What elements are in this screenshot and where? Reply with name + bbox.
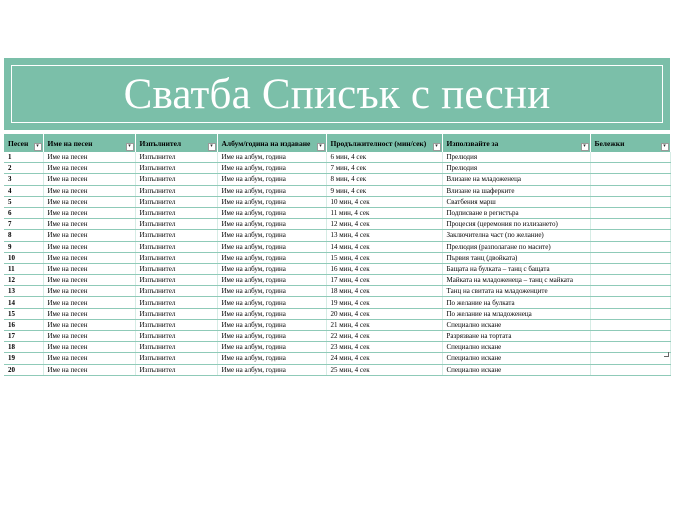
album-cell[interactable]: Име на албум, година [217,286,326,297]
song-number-cell[interactable]: 9 [4,241,43,252]
artist-cell[interactable]: Изпълнител [135,308,217,319]
artist-cell[interactable]: Изпълнител [135,342,217,353]
artist-cell[interactable]: Изпълнител [135,207,217,218]
use-for-cell[interactable]: Майката на младоженеца – танц с майката [442,275,590,286]
title-banner [4,58,670,130]
song-number-cell[interactable]: 2 [4,163,43,174]
duration-cell[interactable]: 7 мин, 4 сек [326,163,442,174]
duration-cell[interactable]: 8 мин, 4 сек [326,174,442,185]
use-for-cell[interactable]: Прелюдия (разполагане по масите) [442,241,590,252]
song-name-cell[interactable]: Име на песен [43,185,135,196]
album-cell[interactable]: Име на албум, година [217,275,326,286]
song-name-cell[interactable]: Име на песен [43,196,135,207]
song-number-cell[interactable]: 8 [4,230,43,241]
artist-cell[interactable]: Изпълнител [135,219,217,230]
song-number-cell[interactable]: 20 [4,364,43,375]
filter-dropdown-icon[interactable]: ▾ [581,143,589,151]
use-for-cell[interactable]: Подписване в регистъра [442,207,590,218]
song-name-cell[interactable]: Име на песен [43,275,135,286]
artist-cell[interactable]: Изпълнител [135,331,217,342]
duration-cell[interactable]: 21 мин, 4 сек [326,319,442,330]
album-cell[interactable]: Име на албум, година [217,196,326,207]
song-number-cell[interactable]: 17 [4,331,43,342]
header-row [4,134,670,152]
notes-cell[interactable] [590,230,670,241]
song-name-cell[interactable]: Име на песен [43,230,135,241]
song-name-cell[interactable]: Име на песен [43,342,135,353]
song-number-cell[interactable]: 19 [4,353,43,364]
column-header-artist [135,134,217,152]
artist-cell[interactable]: Изпълнител [135,185,217,196]
filter-dropdown-icon[interactable]: ▾ [317,143,325,151]
notes-cell[interactable] [590,152,670,163]
table-row [4,308,670,319]
notes-cell[interactable] [590,364,670,375]
notes-cell[interactable] [590,353,670,364]
table-row [4,207,670,218]
filter-dropdown-icon[interactable]: ▾ [208,143,216,151]
use-for-cell[interactable]: Специално искане [442,319,590,330]
notes-cell[interactable] [590,319,670,330]
notes-cell[interactable] [590,196,670,207]
page-title: Сватба Списък с песни [123,70,551,118]
notes-cell[interactable] [590,219,670,230]
album-cell[interactable]: Име на албум, година [217,364,326,375]
duration-cell[interactable]: 14 мин, 4 сек [326,241,442,252]
table-row [4,353,670,364]
song-number-cell[interactable]: 14 [4,297,43,308]
table-resize-handle[interactable] [664,352,669,357]
table-row [4,331,670,342]
header-label: Изпълнител [139,138,182,148]
use-for-cell[interactable]: Специално искане [442,342,590,353]
song-name-cell[interactable]: Име на песен [43,364,135,375]
duration-cell[interactable]: 18 мин, 4 сек [326,286,442,297]
column-header-notes [590,134,670,152]
header-label: Продължителност (мин/сек) [330,138,427,148]
notes-cell[interactable] [590,275,670,286]
notes-cell[interactable] [590,297,670,308]
use-for-cell[interactable]: По желание на булката [442,297,590,308]
song-name-cell[interactable]: Име на песен [43,308,135,319]
table-row [4,297,670,308]
album-cell[interactable]: Име на албум, година [217,219,326,230]
table-row [4,364,670,375]
table-row [4,286,670,297]
song-table [4,134,671,376]
duration-cell[interactable]: 25 мин, 4 сек [326,364,442,375]
use-for-cell[interactable]: Влизане на шаферките [442,185,590,196]
song-name-cell[interactable]: Име на песен [43,219,135,230]
table-row [4,319,670,330]
use-for-cell[interactable]: Прелюдия [442,163,590,174]
album-cell[interactable]: Име на албум, година [217,353,326,364]
song-number-cell[interactable]: 4 [4,185,43,196]
use-for-cell[interactable]: Танц на свитата на младоженците [442,286,590,297]
song-number-cell[interactable]: 3 [4,174,43,185]
filter-dropdown-icon[interactable]: ▾ [661,143,669,151]
duration-cell[interactable]: 24 мин, 4 сек [326,353,442,364]
duration-cell[interactable]: 13 мин, 4 сек [326,230,442,241]
duration-cell[interactable]: 11 мин, 4 сек [326,207,442,218]
table-row [4,174,670,185]
song-name-cell[interactable]: Име на песен [43,331,135,342]
song-name-cell[interactable]: Име на песен [43,286,135,297]
song-name-cell[interactable]: Име на песен [43,263,135,274]
artist-cell[interactable]: Изпълнител [135,286,217,297]
song-number-cell[interactable]: 10 [4,252,43,263]
duration-cell[interactable]: 10 мин, 4 сек [326,196,442,207]
album-cell[interactable]: Име на албум, година [217,252,326,263]
header-label: Име на песен [47,138,93,148]
song-name-cell[interactable]: Име на песен [43,353,135,364]
artist-cell[interactable]: Изпълнител [135,297,217,308]
table-row [4,263,670,274]
song-number-cell[interactable]: 6 [4,207,43,218]
table-row [4,230,670,241]
artist-cell[interactable]: Изпълнител [135,364,217,375]
notes-cell[interactable] [590,241,670,252]
song-name-cell[interactable]: Име на песен [43,297,135,308]
song-name-cell[interactable]: Име на песен [43,152,135,163]
table-row [4,163,670,174]
use-for-cell[interactable]: Процесия (церемония по излизането) [442,219,590,230]
song-number-cell[interactable]: 16 [4,319,43,330]
use-for-cell[interactable]: Специално искане [442,353,590,364]
table-row [4,219,670,230]
album-cell[interactable]: Име на албум, година [217,331,326,342]
notes-cell[interactable] [590,342,670,353]
notes-cell[interactable] [590,174,670,185]
artist-cell[interactable]: Изпълнител [135,319,217,330]
table-row [4,342,670,353]
header-label: Използвайте за [446,138,499,148]
album-cell[interactable]: Име на албум, година [217,185,326,196]
filter-dropdown-icon[interactable]: ▾ [433,143,441,151]
album-cell[interactable]: Име на албум, година [217,263,326,274]
song-name-cell[interactable]: Име на песен [43,252,135,263]
use-for-cell[interactable]: По желание на младоженеца [442,308,590,319]
artist-cell[interactable]: Изпълнител [135,241,217,252]
header-label: Песен [8,138,29,148]
filter-dropdown-icon[interactable]: ▾ [34,143,42,151]
artist-cell[interactable]: Изпълнител [135,196,217,207]
artist-cell[interactable]: Изпълнител [135,152,217,163]
duration-cell[interactable]: 16 мин, 4 сек [326,263,442,274]
notes-cell[interactable] [590,308,670,319]
use-for-cell[interactable]: Бащата на булката – танц с бащата [442,263,590,274]
album-cell[interactable]: Име на албум, година [217,174,326,185]
artist-cell[interactable]: Изпълнител [135,275,217,286]
song-number-cell[interactable]: 15 [4,308,43,319]
artist-cell[interactable]: Изпълнител [135,263,217,274]
filter-dropdown-icon[interactable]: ▾ [126,143,134,151]
song-number-cell[interactable]: 18 [4,342,43,353]
notes-cell[interactable] [590,331,670,342]
header-label: Албум/година на издаване [221,138,311,148]
table-row [4,241,670,252]
notes-cell[interactable] [590,263,670,274]
use-for-cell[interactable]: Влизане на младоженеца [442,174,590,185]
use-for-cell[interactable]: Сватбения марш [442,196,590,207]
notes-cell[interactable] [590,286,670,297]
header-label: Бележки [594,138,625,148]
song-number-cell[interactable]: 11 [4,263,43,274]
duration-cell[interactable]: 23 мин, 4 сек [326,342,442,353]
table-row [4,275,670,286]
album-cell[interactable]: Име на албум, година [217,308,326,319]
table-row [4,196,670,207]
duration-cell[interactable]: 15 мин, 4 сек [326,252,442,263]
table-row [4,185,670,196]
song-name-cell[interactable]: Име на песен [43,319,135,330]
album-cell[interactable]: Име на албум, година [217,207,326,218]
song-number-cell[interactable]: 7 [4,219,43,230]
title-frame [11,65,663,123]
use-for-cell[interactable]: Първия танц (двойката) [442,252,590,263]
notes-cell[interactable] [590,163,670,174]
album-cell[interactable]: Име на албум, година [217,163,326,174]
album-cell[interactable]: Име на албум, година [217,152,326,163]
column-header-song-name [43,134,135,152]
duration-cell[interactable]: 22 мин, 4 сек [326,331,442,342]
notes-cell[interactable] [590,252,670,263]
column-header-duration [326,134,442,152]
album-cell[interactable]: Име на албум, година [217,230,326,241]
notes-cell[interactable] [590,207,670,218]
artist-cell[interactable]: Изпълнител [135,353,217,364]
song-number-cell[interactable]: 5 [4,196,43,207]
song-name-cell[interactable]: Име на песен [43,207,135,218]
use-for-cell[interactable]: Специално искане [442,364,590,375]
album-cell[interactable]: Име на албум, година [217,319,326,330]
song-rows [4,152,670,375]
album-cell[interactable]: Име на албум, година [217,297,326,308]
album-cell[interactable]: Име на албум, година [217,342,326,353]
artist-cell[interactable]: Изпълнител [135,252,217,263]
use-for-cell[interactable]: Прелюдия [442,152,590,163]
table-row [4,152,670,163]
use-for-cell[interactable]: Разрязване на тортата [442,331,590,342]
song-name-cell[interactable]: Име на песен [43,174,135,185]
artist-cell[interactable]: Изпълнител [135,163,217,174]
table-row [4,252,670,263]
use-for-cell[interactable]: Заключителна част (по желание) [442,230,590,241]
column-header-song [4,134,43,152]
duration-cell[interactable]: 9 мин, 4 сек [326,185,442,196]
artist-cell[interactable]: Изпълнител [135,174,217,185]
duration-cell[interactable]: 19 мин, 4 сек [326,297,442,308]
song-name-cell[interactable]: Име на песен [43,163,135,174]
album-cell[interactable]: Име на албум, година [217,241,326,252]
duration-cell[interactable]: 17 мин, 4 сек [326,275,442,286]
song-number-cell[interactable]: 1 [4,152,43,163]
song-number-cell[interactable]: 12 [4,275,43,286]
artist-cell[interactable]: Изпълнител [135,230,217,241]
duration-cell[interactable]: 6 мин, 4 сек [326,152,442,163]
column-header-album [217,134,326,152]
column-header-use-for [442,134,590,152]
duration-cell[interactable]: 20 мин, 4 сек [326,308,442,319]
song-name-cell[interactable]: Име на песен [43,241,135,252]
song-number-cell[interactable]: 13 [4,286,43,297]
notes-cell[interactable] [590,185,670,196]
duration-cell[interactable]: 12 мин, 4 сек [326,219,442,230]
